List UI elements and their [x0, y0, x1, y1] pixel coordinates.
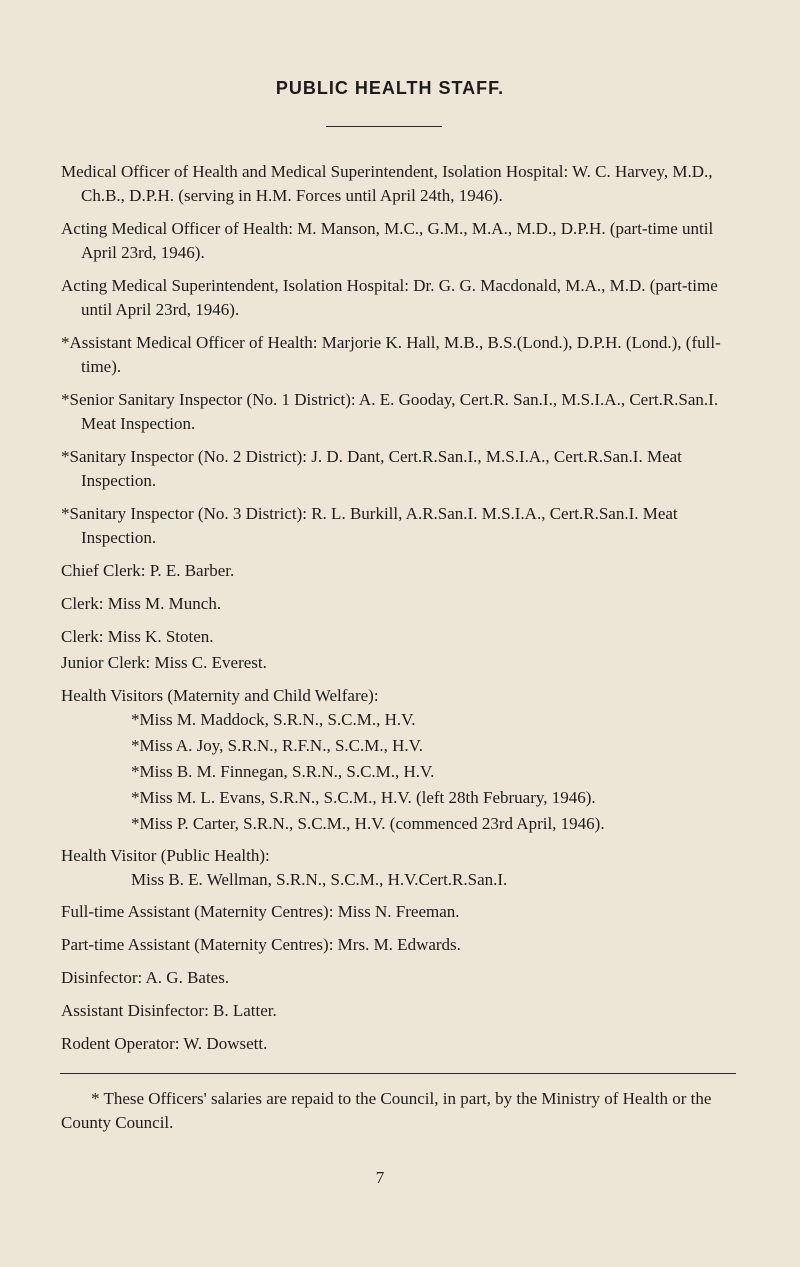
health-visitor-item: *Miss M. Maddock, S.R.N., S.C.M., H.V. — [131, 710, 416, 729]
staff-entry-disinfector: Disinfector: A. G. Bates. — [61, 968, 230, 987]
staff-list — [61, 160, 741, 1065]
page-number: 7 — [375, 1168, 385, 1187]
staff-entry-junior-clerk: Junior Clerk: Miss C. Everest. — [61, 653, 267, 672]
staff-entry-assistant-disinfector: Assistant Disinfector: B. Latter. — [61, 1001, 277, 1020]
footnote-divider — [60, 1073, 736, 1074]
staff-entry-moh: Medical Officer of Health and Medical Superintendent, Isolation Hospital: W. C. Harvey, M.D., Ch.B., D.P.H. (serving in H.M. Forces until April 24th, 1946). — [61, 162, 713, 205]
page-title: PUBLIC HEALTH STAFF. — [275, 78, 505, 98]
health-visitor-item: *Miss B. M. Finnegan, S.R.N., S.C.M., H.V. — [131, 762, 435, 781]
staff-entry-fulltime-assistant: Full-time Assistant (Maternity Centres): Miss N. Freeman. — [61, 902, 460, 921]
staff-entry-rodent-operator: Rodent Operator: W. Dowsett. — [61, 1034, 268, 1053]
staff-entry-sanitary-inspector-3: *Sanitary Inspector (No. 3 District): R. L. Burkill, A.R.San.I. M.S.I.A., Cert.R.San.I. Meat Inspection. — [61, 504, 678, 547]
staff-entry-chief-clerk: Chief Clerk: P. E. Barber. — [61, 561, 235, 580]
health-visitor-item: *Miss M. L. Evans, S.R.N., S.C.M., H.V. (left 28th February, 1946). — [131, 788, 596, 807]
staff-entry-parttime-assistant: Part-time Assistant (Maternity Centres): Mrs. M. Edwards. — [61, 935, 461, 954]
staff-entry-sanitary-inspector-2: *Sanitary Inspector (No. 2 District): J. D. Dant, Cert.R.San.I., M.S.I.A., Cert.R.San.I. Meat Inspection. — [61, 447, 682, 490]
footnote: * These Officers' salaries are repaid to the Council, in part, by the Ministry of Health or the County Council. — [61, 1089, 712, 1132]
staff-entry-acting-moh: Acting Medical Officer of Health: M. Manson, M.C., G.M., M.A., M.D., D.P.H. (part-time until April 23rd, 1946). — [61, 219, 714, 262]
health-visitor-item: *Miss P. Carter, S.R.N., S.C.M., H.V. (commenced 23rd April, 1946). — [131, 814, 605, 833]
staff-entry-clerk-munch: Clerk: Miss M. Munch. — [61, 594, 222, 613]
staff-entry-assistant-moh: *Assistant Medical Officer of Health: Marjorie K. Hall, M.B., B.S.(Lond.), D.P.H. (Lond.), (full-time). — [61, 333, 721, 376]
staff-entry-senior-sanitary-inspector: *Senior Sanitary Inspector (No. 1 District): A. E. Gooday, Cert.R. San.I., M.S.I.A., Cert.R.San.I. Meat Inspection. — [61, 390, 719, 433]
health-visitors-heading: Health Visitors (Maternity and Child Welfare): — [61, 686, 379, 705]
staff-entry-acting-superintendent: Acting Medical Superintendent, Isolation Hospital: Dr. G. G. Macdonald, M.A., M.D. (part-time until April 23rd, 1946). — [61, 276, 718, 319]
public-health-visitor-heading: Health Visitor (Public Health): — [61, 846, 270, 865]
staff-entry-clerk-stoten: Clerk: Miss K. Stoten. — [61, 627, 214, 646]
health-visitor-item: *Miss A. Joy, S.R.N., R.F.N., S.C.M., H.V. — [131, 736, 423, 755]
public-health-visitor-item: Miss B. E. Wellman, S.R.N., S.C.M., H.V.Cert.R.San.I. — [131, 870, 508, 889]
title-divider — [326, 126, 442, 127]
